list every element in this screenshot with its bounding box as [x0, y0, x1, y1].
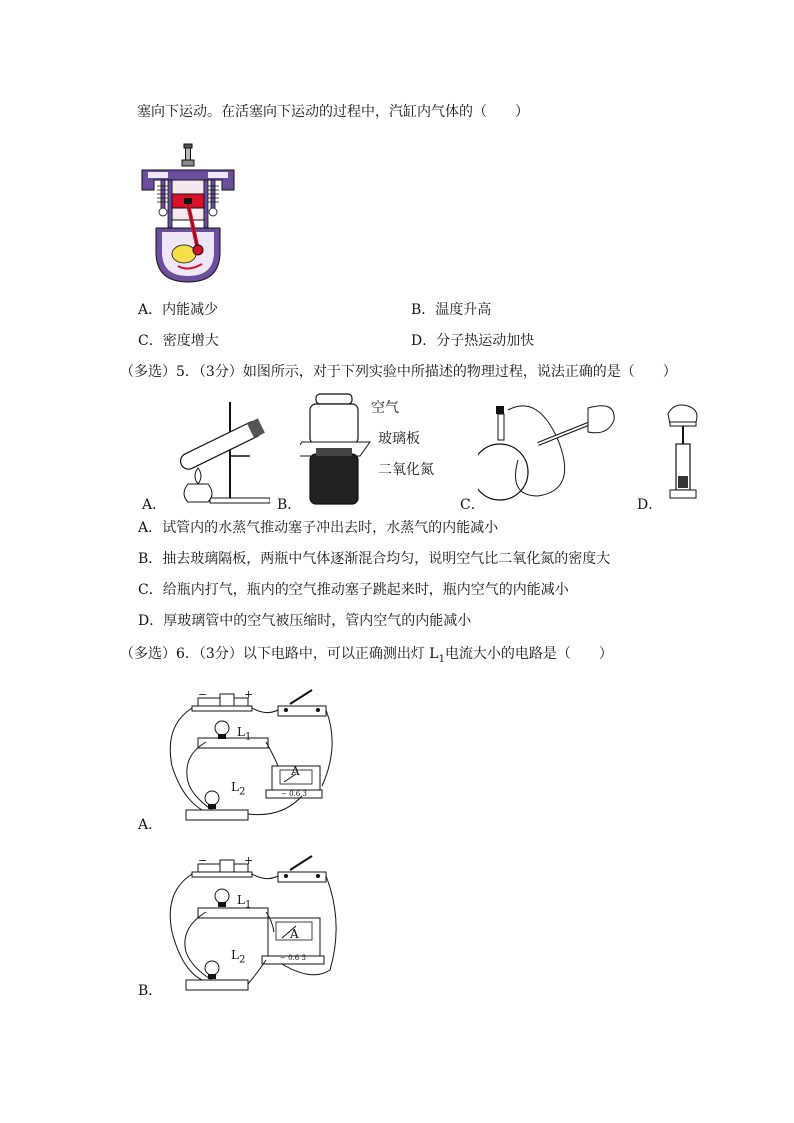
gas-diffusion-jars [300, 392, 380, 510]
circuit-a-minus: − [198, 688, 208, 701]
circuit-a-l1 [237, 725, 251, 742]
circuit-diagram-b [162, 852, 342, 998]
circuit-a-l2-sub: 2 [238, 786, 246, 798]
label-no2: 二氧化氮 [378, 462, 434, 478]
circuit-b-l1-sub: 1 [244, 899, 252, 911]
circuit-b-l2-text: L [231, 948, 239, 962]
flask-pump [478, 400, 618, 508]
circuit-b-minus: − [198, 854, 208, 867]
q6-stem-post: 电流大小的电路是（ ） [444, 646, 613, 662]
q6-stem-pre: （多选）6．（3分）以下电路中，可以正确测出灯 L [120, 646, 439, 662]
engine-diagram [138, 142, 238, 287]
q4-option-b: B．温度升高 [411, 302, 492, 318]
circuit-a-meter: A [291, 764, 300, 778]
circuit-diagram-a [162, 686, 342, 828]
compression-syringe [660, 400, 710, 506]
circuit-a-scale: − 0.6 3 [281, 790, 307, 798]
circuit-b-label: B． [138, 983, 163, 999]
circuit-b-meter: A [290, 927, 299, 941]
circuit-a-l1-text: L [237, 725, 245, 739]
q5-fig-label-b: B． [277, 497, 302, 513]
q4-option-d: D．分子热运动加快 [411, 333, 535, 349]
q4-stem-tail: 塞向下运动。在活塞向下运动的过程中，汽缸内气体的（ ） [137, 104, 529, 120]
q5-option-c: C．给瓶内打气，瓶内的空气推动塞子跳起来时，瓶内空气的内能减小 [138, 582, 569, 598]
q5-option-b: B．抽去玻璃隔板，两瓶中气体逐渐混合均匀，说明空气比二氧化氮的密度大 [138, 551, 611, 567]
circuit-a-plus: + [244, 688, 254, 701]
circuit-a-label: A． [138, 817, 163, 833]
q5-stem: （多选）5．（3分）如图所示，对于下列实验中所描述的物理过程，说法正确的是（ ） [120, 364, 677, 380]
circuit-b-plus: + [244, 854, 254, 867]
q5-option-d: D．厚玻璃管中的空气被压缩时，管内空气的内能减小 [138, 613, 472, 629]
q4-option-c: C．密度增大 [138, 333, 219, 349]
circuit-b-l2 [231, 948, 245, 965]
q5-option-a: A．试管内的水蒸气推动塞子冲出去时，水蒸气的内能减小 [138, 520, 499, 536]
q5-fig-label-d: D． [637, 497, 663, 513]
circuit-a-l2 [231, 780, 245, 797]
test-tube-burner [160, 398, 270, 508]
q6-stem-sub: 1 [438, 653, 445, 665]
label-glass-plate: 玻璃板 [378, 431, 420, 447]
q5-fig-label-c: C． [460, 497, 485, 513]
label-air: 空气 [371, 400, 399, 416]
q4-option-a: A．内能减少 [138, 302, 219, 318]
circuit-b-l2-sub: 2 [238, 954, 246, 966]
circuit-b-scale: − 0.6 3 [280, 954, 306, 962]
q5-fig-label-a: A． [142, 497, 167, 513]
circuit-a-l2-text: L [231, 780, 239, 794]
circuit-b-l1 [237, 893, 251, 910]
q6-stem [120, 645, 613, 669]
circuit-b-l1-text: L [237, 893, 245, 907]
circuit-a-l1-sub: 1 [244, 731, 252, 743]
